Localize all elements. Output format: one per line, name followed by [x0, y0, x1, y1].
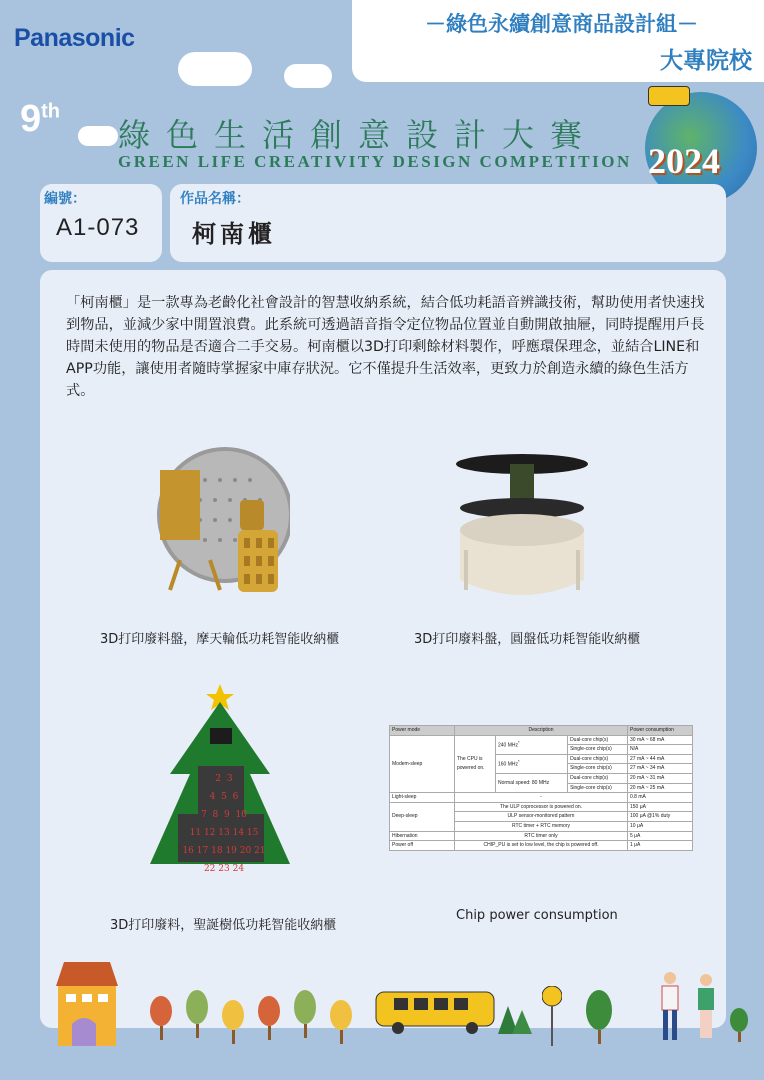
table-header: Power consumption	[628, 726, 693, 736]
tree-crown	[258, 996, 280, 1026]
power-consumption-table	[389, 725, 693, 851]
table-cell: Power off	[390, 841, 455, 851]
competition-title-zh: 綠色生活創意設計大賽	[118, 116, 599, 154]
drawer-row	[172, 806, 276, 824]
drawer-row	[172, 860, 276, 878]
tree-trunk	[232, 1030, 235, 1044]
table-cell: 0.8 mA	[628, 793, 693, 803]
freq-160: 160 MHz	[498, 761, 519, 768]
table-cell: Dual-core chip(s)	[568, 735, 628, 745]
drawer-number: 11	[189, 828, 202, 838]
tree-crown	[150, 996, 172, 1026]
tree-decoration	[294, 990, 316, 1038]
drawer-number: 6	[232, 792, 239, 802]
drawer-number: 12	[203, 828, 216, 838]
table-cell: Hibernation	[390, 831, 455, 841]
table-cell: 100 μA @1% duty	[628, 812, 693, 822]
table-header-row	[390, 726, 693, 736]
edition-number	[20, 98, 60, 141]
edition-suffix: th	[41, 100, 61, 123]
cloud-decoration	[284, 64, 332, 88]
table-cell: -	[455, 793, 628, 803]
table-cell: 20 mA ~ 31 mA	[628, 773, 693, 783]
competition-title-en: GREEN LIFE CREATIVITY DESIGN COMPETITION	[118, 152, 632, 171]
drawer-row	[172, 788, 276, 806]
disc-cabinet-image	[450, 450, 600, 610]
table-row	[390, 831, 693, 841]
table-cell: CHIP_PU is set to low level, the chip is powered off.	[455, 841, 628, 851]
tree-decoration	[258, 996, 280, 1040]
drawer-number: 8	[212, 810, 219, 820]
drawer-number: 24	[232, 864, 245, 874]
table-cell: Dual-core chip(s)	[568, 754, 628, 764]
drawer-number: 21	[254, 846, 266, 856]
table-cell: 27 mA ~ 44 mA	[628, 754, 693, 764]
tree-decoration	[150, 996, 172, 1040]
entry-id-value: A1-073	[56, 214, 140, 241]
table-cell: 30 mA ~ 68 mA	[628, 735, 693, 745]
drawer-number: 22	[203, 864, 216, 874]
drawer-number: 14	[232, 828, 245, 838]
drawer-number: 18	[211, 846, 223, 856]
tree-crown	[186, 990, 208, 1024]
tree-trunk	[598, 1030, 601, 1044]
table-cell	[496, 735, 568, 754]
table-cell: Single-core chip(s)	[568, 783, 628, 793]
drawer-number: 15	[246, 828, 259, 838]
power-table-image	[389, 725, 693, 851]
entry-id-label: 編號：	[44, 191, 86, 207]
edition-num: 9	[20, 98, 42, 140]
entry-name-label: 作品名稱：	[180, 191, 250, 207]
drawer-number: 3	[226, 774, 233, 784]
ferris-cabinet-image	[150, 440, 290, 610]
brand-logo: Panasonic	[14, 24, 135, 52]
tree-decoration	[730, 1008, 748, 1042]
footnote-mark: *	[518, 740, 520, 746]
house-illustration	[52, 962, 122, 1046]
tree-drawer-labels	[172, 770, 276, 878]
tree-trunk	[160, 1026, 163, 1040]
table-cell: 10 μA	[628, 821, 693, 831]
table-cell: Single-core chip(s)	[568, 764, 628, 774]
figure-4-caption: Chip power consumption	[456, 908, 618, 923]
table-header: Description	[455, 726, 628, 736]
drawer-number: 7	[201, 810, 207, 820]
cloud-decoration	[178, 52, 252, 86]
table-cell: Normal speed: 80 MHz	[496, 773, 568, 792]
year-badge: 2024	[648, 141, 720, 181]
table-cell: Dual-core chip(s)	[568, 773, 628, 783]
table-cell: The ULP coprocessor is powered on.	[455, 802, 628, 812]
table-cell	[496, 754, 568, 773]
cpu-on-text: The CPU is powered on.	[457, 756, 485, 771]
tree-decoration	[586, 990, 612, 1044]
figure-3-caption: 3D打印廢料，聖誕樹低功耗智能收納櫃	[110, 918, 337, 933]
tree-crown	[586, 990, 612, 1030]
table-cell: RTC timer + RTC memory	[455, 821, 628, 831]
table-cell: RTC timer only	[455, 831, 628, 841]
table-cell: Deep-sleep	[390, 802, 455, 831]
table-cell: 27 mA ~ 34 mA	[628, 764, 693, 774]
footnote-mark: *	[518, 759, 520, 765]
tree-trunk	[268, 1026, 271, 1040]
drawer-number: 10	[235, 810, 247, 820]
figure-1-caption: 3D打印廢料盤，摩天輪低功耗智能收納櫃	[100, 632, 340, 647]
table-cell: 20 mA ~ 25 mA	[628, 783, 693, 793]
people-illustration	[652, 968, 736, 1052]
freq-240: 240 MHz	[498, 742, 519, 749]
tree-decoration	[222, 1000, 244, 1044]
tree-decoration	[330, 1000, 352, 1044]
drawer-number: 9	[224, 810, 230, 820]
tree-crown	[330, 1000, 352, 1030]
tree-trunk	[304, 1024, 307, 1038]
category-title: －綠色永續創意商品設計組－	[425, 12, 698, 36]
drawer-number: 16	[182, 846, 194, 856]
drawer-number: 13	[218, 828, 230, 838]
table-cell: 150 μA	[628, 802, 693, 812]
tree-trunk	[340, 1030, 343, 1044]
drawer-row	[172, 770, 276, 788]
drawer-number: 2	[215, 774, 222, 784]
tree-decoration	[186, 990, 208, 1038]
tree-crown	[730, 1008, 748, 1032]
tree-trunk	[738, 1032, 741, 1042]
cloud-decoration	[78, 126, 118, 146]
drawer-number: 5	[221, 792, 227, 802]
figure-2-caption: 3D打印廢料盤，圓盤低功耗智能收納櫃	[414, 632, 641, 647]
tree-crown	[294, 990, 316, 1024]
table-cell: 5 μA	[628, 831, 693, 841]
table-row	[390, 802, 693, 812]
table-cell: N/A	[628, 745, 693, 755]
tree-crown	[222, 1000, 244, 1030]
table-row	[390, 793, 693, 803]
table-cell	[455, 735, 496, 793]
drawer-number: 23	[218, 864, 230, 874]
table-cell: Light-sleep	[390, 793, 455, 803]
bus-illustration	[648, 86, 690, 106]
table-row	[390, 841, 693, 851]
table-cell: Modem-sleep	[390, 735, 455, 793]
drawer-row	[172, 842, 276, 860]
table-cell: 1 μA	[628, 841, 693, 851]
drawer-number: 4	[209, 792, 216, 802]
drawer-number: 17	[196, 846, 209, 856]
table-header: Power mode	[390, 726, 455, 736]
drawer-number: 19	[225, 846, 237, 856]
table-cell: Single-core chip(s)	[568, 745, 628, 755]
school-bus-illustration	[372, 988, 500, 1036]
table-row	[390, 735, 693, 745]
drawer-number: 20	[239, 846, 252, 856]
pine-tree-decoration	[498, 1006, 534, 1042]
table-cell: ULP sensor-monitored pattern	[455, 812, 628, 822]
tree-trunk	[196, 1024, 199, 1038]
entry-name-value: 柯南櫃	[192, 220, 276, 248]
division-label: 大專院校	[660, 48, 752, 74]
bus-stop-sign	[542, 986, 562, 1050]
description-text: 「柯南櫃」是一款專為老齡化社會設計的智慧收納系統，結合低功耗語音辨識技術，幫助使用者快速找到物品，並減少家中閒置浪費。此系統可透過語音指令定位物品位置並自動開啟抽屜，同時提醒用戶長時間未使用的物品是否適合二手交易。柯南櫃以3D打印剩餘材料製作，呼應環保理念，並結合LINE和APP功能，讓使用者隨時掌握家中庫存狀況。它不僅提升生活效率，更致力於創造永續的綠色生活方式。	[66, 295, 705, 399]
drawer-row	[172, 824, 276, 842]
